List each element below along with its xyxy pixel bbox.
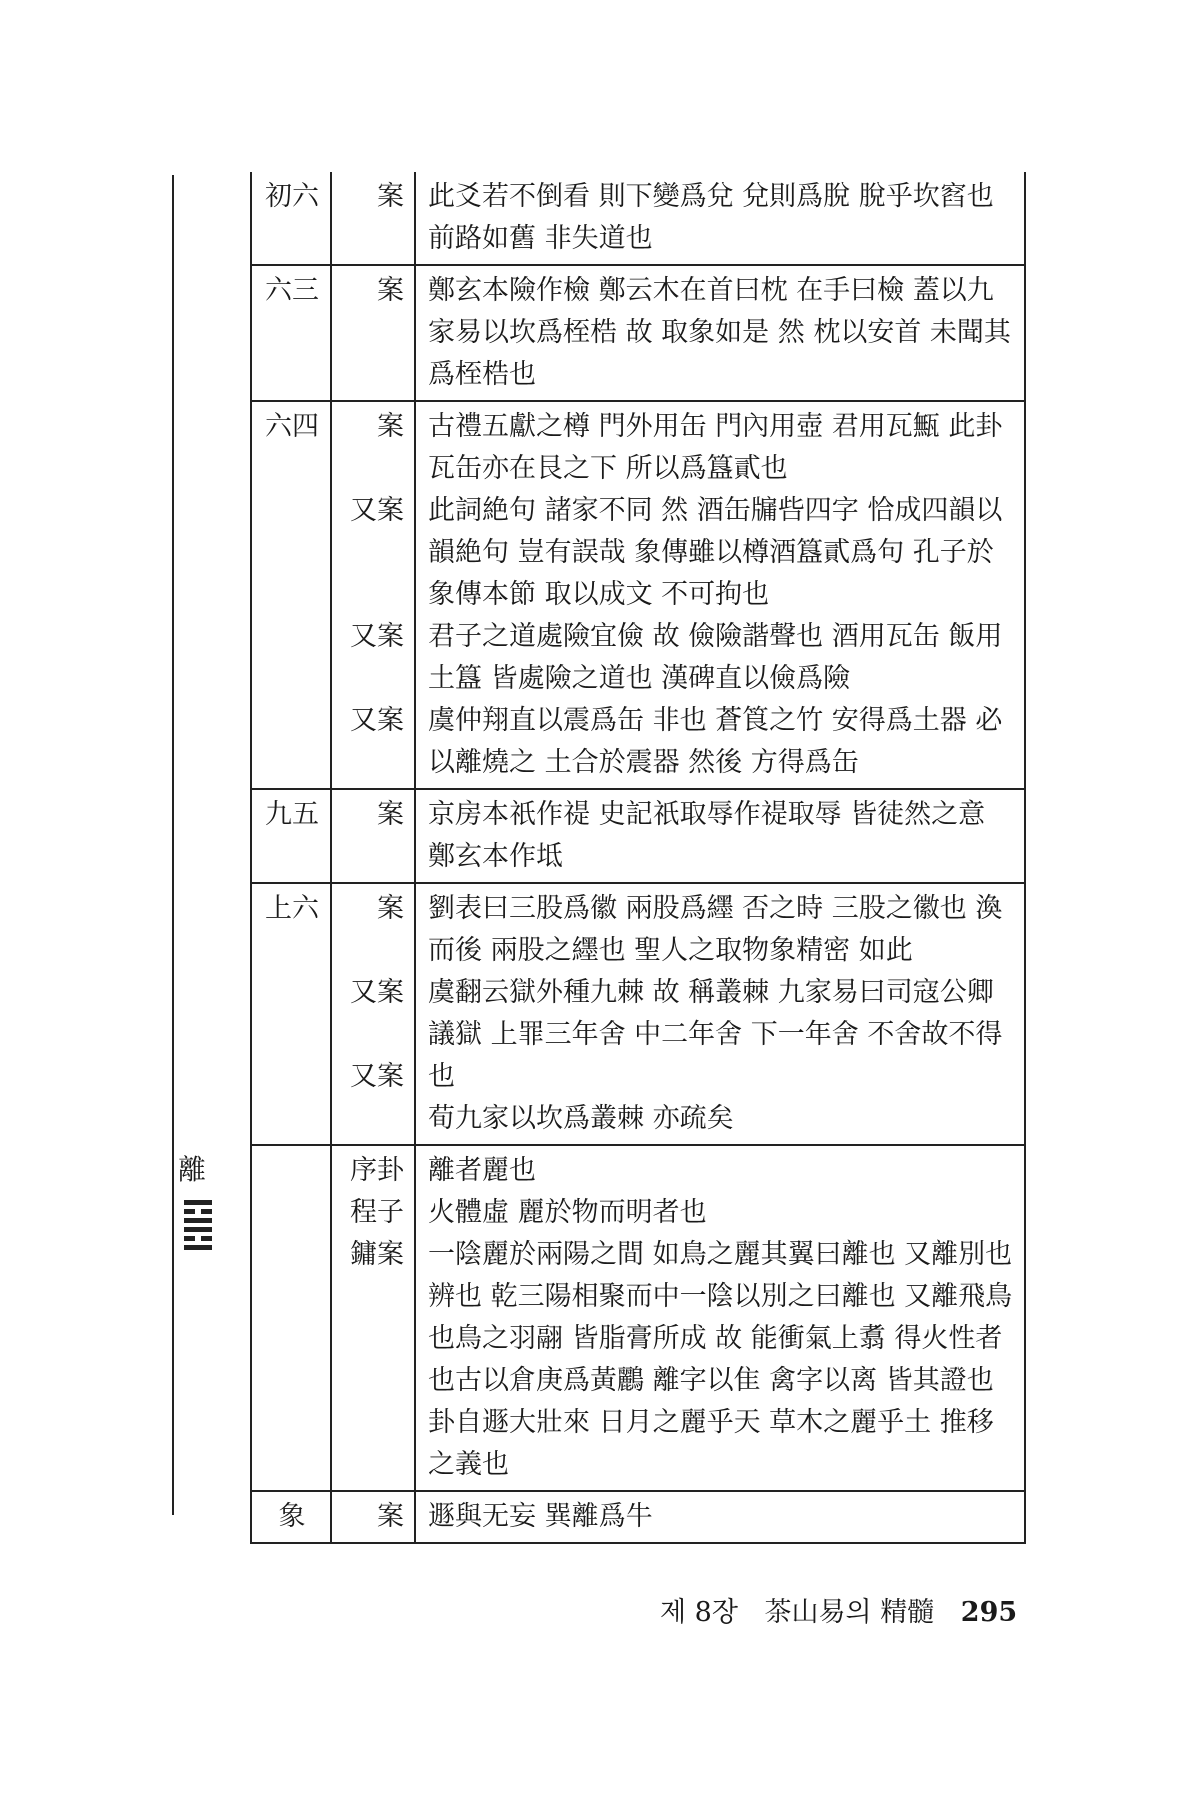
entry-text: 京房本祇作禔 史記祇取辱作禔取辱 皆徒然之意 鄭玄本作坻 (428, 799, 986, 872)
entry-label: 程子 (350, 1197, 404, 1228)
line-position: 六三 (251, 265, 331, 401)
entry-text: 此詞絶句 諸家不同 然 酒缶牖呰四字 恰成四韻以韻絶句 豈有誤哉 象傳雖以樽酒簋貳爲句 孔子於象傳本節 取以成文 不可拘也 (428, 495, 1003, 610)
entry-label: 鏞案 (350, 1239, 404, 1270)
entry-text: 鄭玄本險作檢 鄭云木在首曰枕 在手曰檢 蓋以九家易以坎爲桎梏 故 取象如是 然 枕以安首 未聞其爲桎梏也 (428, 275, 1011, 390)
table-row (251, 401, 1025, 789)
entry-label: 又案 (350, 977, 404, 1008)
entry-label: 又案 (350, 621, 404, 652)
hexagram-name: 離 (178, 1153, 207, 1186)
line-position: 初六 (251, 172, 331, 265)
entry-label: 又案 (350, 1061, 404, 1092)
table-row (251, 265, 1025, 401)
line-position: 上六 (251, 883, 331, 1145)
table-row (251, 883, 1025, 1145)
entry-text: 虞仲翔直以震爲缶 非也 蒼筤之竹 安得爲土器 必以離燒之 土合於震器 然後 方得爲缶 (428, 705, 1003, 778)
entry-label: 案 (377, 275, 404, 306)
table-row (251, 789, 1025, 883)
entry-text: 君子之道處險宜儉 故 儉險諧聲也 酒用瓦缶 飯用土簋 皆處險之道也 漢碑直以儉爲險 (428, 621, 1003, 694)
line-position: 九五 (251, 789, 331, 883)
table-row (251, 1145, 1025, 1491)
entry-label: 案 (377, 893, 404, 924)
page-number: 295 (960, 1597, 1018, 1628)
entry-text: 劉表曰三股爲徽 兩股爲纆 否之時 三股之徽也 渙而後 兩股之纆也 聖人之取物象精密 如此 (428, 893, 1003, 966)
entry-text: 此爻若不倒看 則下變爲兌 兌則爲脫 脫乎坎窞也 前路如舊 非失道也 (428, 181, 994, 254)
line-position: 六四 (251, 401, 331, 789)
chapter-title: 茶山易의 精髓 (764, 1597, 935, 1628)
entry-text: 古禮五獻之樽 門外用缶 門內用壺 君用瓦甒 此卦瓦缶亦在艮之下 所以爲簋貳也 (428, 411, 1003, 484)
entry-text: 火體虛 麗於物而明者也 (428, 1197, 707, 1228)
chapter-label: 제 8장 (660, 1597, 738, 1628)
entry-text: 虞翻云獄外種九棘 故 稱叢棘 九家易曰司寇公卿議獄 上罪三年舍 中二年舍 下一年舍 不舍故不得也 (428, 977, 1003, 1092)
entry-text: 遯與无妄 巽離爲牛 (428, 1501, 653, 1532)
entry-label: 序卦 (350, 1155, 404, 1186)
line-position: 象 (251, 1491, 331, 1543)
entry-label: 案 (377, 181, 404, 212)
table-row (251, 1491, 1025, 1543)
entry-text: 離者麗也 (428, 1155, 536, 1186)
table-row (251, 172, 1025, 265)
entry-label: 又案 (350, 495, 404, 526)
commentary-table (250, 172, 1026, 1544)
hexagram-label (178, 1150, 238, 1254)
entry-label: 又案 (350, 705, 404, 736)
entry-label: 案 (377, 411, 404, 442)
li-hexagram-icon (184, 1200, 212, 1250)
page-footer (660, 1590, 1035, 1629)
entry-label: 案 (377, 1501, 404, 1532)
entry-text: 一陰麗於兩陽之間 如鳥之麗其翼曰離也 又離別也辨也 乾三陽相聚而中一陰以別之曰離也 又離飛鳥也鳥之羽翮 皆脂膏所成 故 能衝氣上翥 得火性者也古以倉庚爲黃鸝 離字以隹 禽字以离 皆其證也 卦自遯大壯來 日月之麗乎天 草木之麗乎土 推移之義也 (428, 1239, 1013, 1480)
left-vertical-rule (172, 175, 174, 1515)
entry-text: 荀九家以坎爲叢棘 亦疏矣 (428, 1103, 734, 1134)
entry-label: 案 (377, 799, 404, 830)
